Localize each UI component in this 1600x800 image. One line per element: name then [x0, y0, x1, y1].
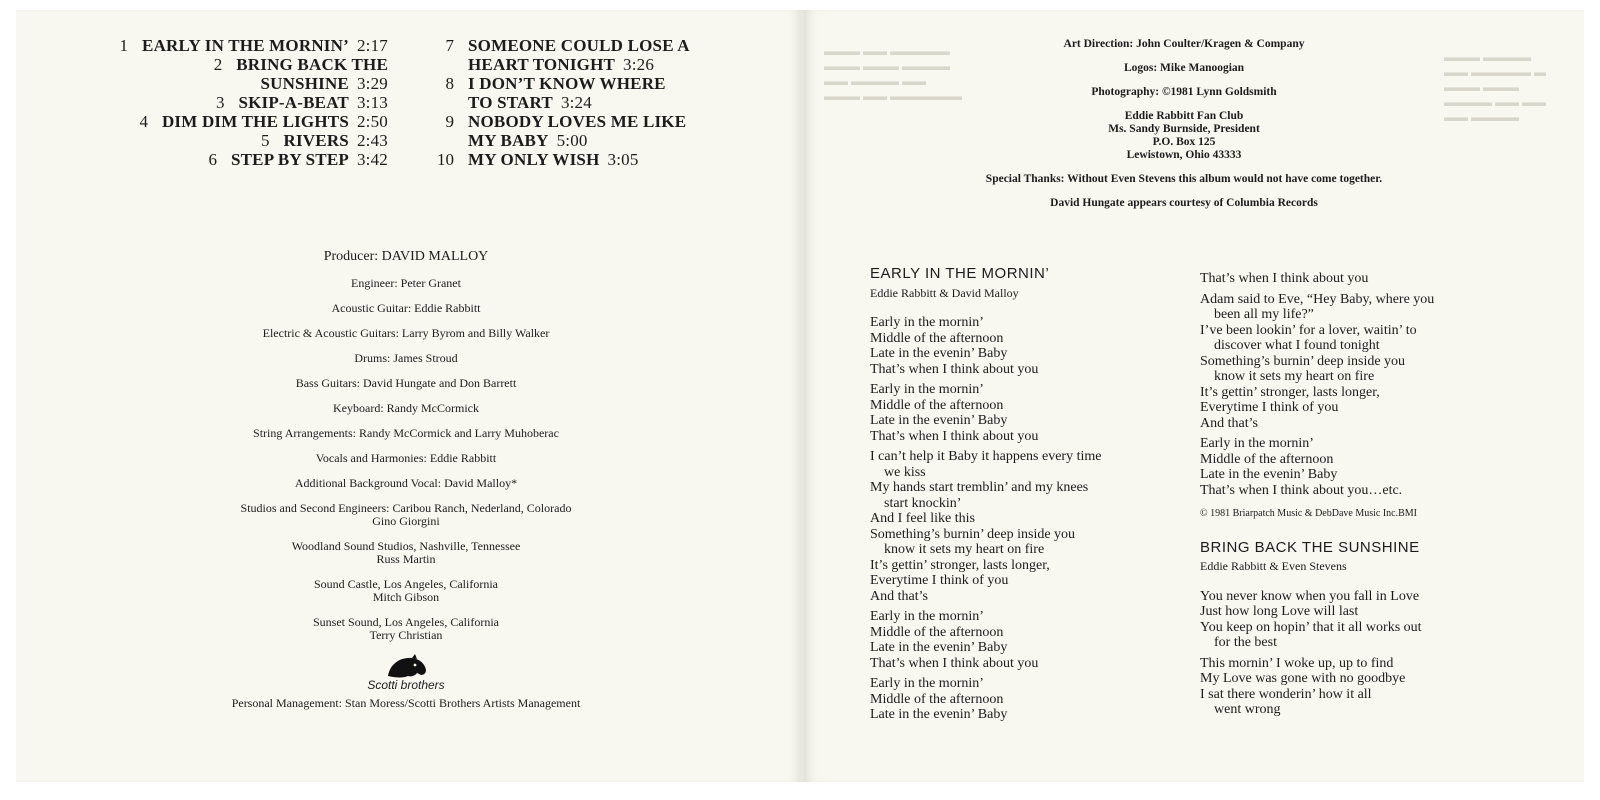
lyric-line: That’s when I think about you…etc. [1200, 482, 1403, 498]
track-duration: 2:50 [356, 112, 388, 131]
engineer-line: Russ Martin [376, 552, 436, 566]
engineer-line: Mitch Gibson [372, 590, 440, 604]
track-duration: 2:17 [356, 36, 388, 55]
track-title: TO START 3:24 [468, 93, 592, 112]
lyric-line: Middle of the afternoon [1200, 451, 1334, 467]
background-vocal-credit: Additional Background Vocal: David Malloy* [294, 476, 518, 490]
track-title: MY BABY 5:00 [468, 131, 588, 150]
photography-credit: Photography: ©1981 Lynn Goldsmith [1091, 86, 1277, 98]
track-item [16, 150, 388, 169]
lyric-line: You keep on hopin’ that it all works out [1200, 619, 1422, 635]
lyric-line: And I feel like this [870, 511, 975, 526]
song-title: BRING BACK THE SUNSHINE [1200, 538, 1420, 556]
electric-guitar-credit: Electric & Acoustic Guitars: Larry Byrom and Billy Walker [262, 326, 550, 340]
fan-club-name: Eddie Rabbitt Fan Club [1124, 110, 1244, 122]
lyric-line: Just how long Love will last [1200, 604, 1359, 619]
track-title: I DON’T KNOW WHERE [468, 74, 666, 93]
track-number: 3 [215, 93, 225, 112]
track-title: SOMEONE COULD LOSE A [468, 36, 690, 55]
lyric-stanza [870, 315, 1180, 377]
lyric-line: Late in the evenin’ Baby [870, 640, 1008, 655]
studio-credit-woodland [176, 540, 636, 566]
track-number: 2 [213, 55, 223, 74]
lyric-line: start knockin’ [884, 495, 962, 511]
lyric-line: Adam said to Eve, “Hey Baby, where you [1200, 291, 1435, 307]
management-credit: Personal Management: Stan Moress/Scotti Brothers Artists Management [231, 696, 581, 710]
lyric-line: Middle of the afternoon [870, 330, 1004, 346]
lyric-line: That’s when I think about you [870, 361, 1039, 377]
fan-club-box: P.O. Box 125 [1152, 136, 1216, 148]
track-list-left [16, 36, 388, 169]
lyric-line: Early in the mornin’ [870, 609, 984, 624]
lyric-line: That’s when I think about you [870, 428, 1039, 444]
lyric-line: Middle of the afternoon [870, 397, 1004, 413]
track-number: 6 [208, 150, 217, 169]
track-duration: 2:43 [356, 131, 388, 150]
song-title: EARLY IN THE MORNIN’ [870, 265, 1050, 282]
track-number: 8 [445, 74, 454, 93]
engineer-line: Gino Giorgini [372, 514, 440, 528]
lyric-line: discover what I found tonight [1214, 338, 1380, 353]
lyric-line: for the best [1214, 635, 1277, 650]
lyric-line: It’s gettin’ stronger, lasts longer, [870, 557, 1050, 573]
courtesy-note: David Hungate appears courtesy of Columbia Records [1050, 197, 1318, 209]
lyric-line: know it sets my heart on fire [1214, 369, 1375, 384]
track-item [424, 74, 754, 112]
track-duration: 3:29 [356, 74, 388, 93]
track-title-block [236, 55, 388, 93]
lyric-line: Early in the mornin’ [870, 315, 984, 330]
track-title: NOBODY LOVES ME LIKE [468, 112, 687, 131]
lyric-stanza [1200, 292, 1500, 432]
lyric-stanza [1200, 656, 1500, 718]
keyboard-credit: Keyboard: Randy McCormick [333, 401, 479, 415]
song-lyrics [1200, 589, 1500, 718]
lyric-line: I can’t help it Baby it happens every time [870, 449, 1102, 464]
lyrics-column-2 [1200, 271, 1500, 723]
art-direction-credit: Art Direction: John Coulter/Kragen & Company [1063, 38, 1305, 50]
lyric-line: Late in the evenin’ Baby [1200, 467, 1338, 482]
production-credits [176, 250, 636, 723]
lyric-line: And that’s [1200, 415, 1258, 431]
studio-credit-sound-castle [176, 578, 636, 604]
lyric-stanza [870, 676, 1180, 723]
track-title: SKIP-A-BEAT 3:13 [238, 93, 388, 112]
track-duration: 3:26 [623, 55, 655, 74]
lyric-line: went wrong [1214, 702, 1281, 717]
lyric-line: My hands start tremblin’ and my knees [870, 480, 1089, 495]
vocals-credit: Vocals and Harmonies: Eddie Rabbitt [315, 451, 497, 465]
lyric-line: Late in the evenin’ Baby [870, 413, 1008, 428]
lyric-line: Middle of the afternoon [870, 624, 1004, 640]
producer-credit: Producer: DAVID MALLOY [323, 249, 489, 264]
lyric-line: Everytime I think of you [1200, 400, 1339, 415]
lyric-stanza [1200, 589, 1500, 651]
track-number: 7 [445, 36, 454, 55]
track-title-block [468, 150, 639, 169]
song-author: Eddie Rabbitt & Even Stevens [1200, 559, 1347, 573]
fan-club-city: Lewistown, Ohio 43333 [1126, 149, 1242, 161]
track-duration: 3:24 [560, 93, 592, 112]
art-credits [904, 38, 1464, 221]
studio-credit-caribou [176, 502, 636, 528]
track-item [16, 93, 388, 112]
lyric-stanza [1200, 271, 1500, 287]
track-title: RIVERS 2:43 [283, 131, 388, 150]
track-number: 4 [139, 112, 148, 131]
track-duration: 3:05 [607, 150, 639, 169]
lyric-line: I’ve been lookin’ for a lover, waitin’ to [1200, 322, 1417, 338]
show-through-text: ▬▬▬ ▬▬ ▬▬▬▬▬ ▬▬▬ ▬▬▬ ▬▬▬▬ ▬▬ ▬▬▬▬ ▬▬ ▬▬▬ ▬▬ ▬▬▬▬▬▬ [824, 44, 962, 103]
track-item [16, 55, 388, 93]
track-title-block [142, 36, 388, 55]
track-item [16, 131, 388, 150]
lyric-line: It’s gettin’ stronger, lasts longer, [1200, 384, 1380, 400]
acoustic-guitar-credit: Acoustic Guitar: Eddie Rabbitt [331, 301, 481, 315]
copyright-notice: © 1981 Briarpatch Music & DebDave Music Inc.BMI [1200, 508, 1417, 519]
lyric-line: know it sets my heart on fire [884, 542, 1045, 557]
track-title-block [468, 74, 666, 112]
special-thanks: Special Thanks: Without Even Stevens this album would not have come together. [985, 173, 1383, 185]
lyric-line: This mornin’ I woke up, up to find [1200, 655, 1394, 671]
track-item [424, 112, 754, 150]
track-number: 10 [437, 150, 454, 169]
song-lyrics [870, 315, 1180, 723]
track-number: 5 [261, 131, 270, 150]
engineer-line: Terry Christian [369, 628, 443, 642]
lyric-line: And that’s [870, 588, 928, 604]
drums-credit: Drums: James Stroud [354, 351, 458, 365]
track-item [16, 36, 388, 55]
lyric-line: Early in the mornin’ [1200, 436, 1314, 451]
lyric-line: Something’s burnin’ deep inside you [1200, 353, 1406, 369]
lyric-line: Something’s burnin’ deep inside you [870, 526, 1076, 542]
studio-line: Sunset Sound, Los Angeles, California [313, 615, 499, 629]
song-author: Eddie Rabbitt & David Malloy [870, 285, 1019, 300]
lyric-stanza [870, 449, 1180, 604]
panther-head-icon [384, 654, 428, 680]
logos-credit: Logos: Mike Manoogian [1123, 62, 1245, 74]
track-title-block [162, 112, 388, 131]
lyric-line: That’s when I think about you [870, 655, 1039, 671]
track-title: SUNSHINE 3:29 [260, 74, 388, 93]
song-lyrics-continued [1200, 271, 1500, 498]
lyric-line: That’s when I think about you [1200, 271, 1369, 286]
track-title: HEART TONIGHT 3:26 [468, 55, 655, 74]
scotti-brothers-logo [176, 654, 636, 692]
lyric-line: Late in the evenin’ Baby [870, 707, 1008, 722]
left-page [16, 10, 802, 782]
lyric-stanza [870, 382, 1180, 444]
studio-line: Sound Castle, Los Angeles, California [314, 577, 498, 591]
show-through-text: ▬▬▬ ▬▬▬▬ ▬▬ ▬▬▬▬▬ ▬ ▬▬▬ ▬▬▬ ▬▬▬▬ ▬▬ ▬▬ ▬▬ ▬▬▬▬ [1444, 50, 1546, 124]
lyric-line: been all my life?” [1214, 307, 1314, 322]
track-title: DIM DIM THE LIGHTS 2:50 [161, 112, 388, 131]
lyric-line: we kiss [884, 464, 926, 480]
studio-line: Woodland Sound Studios, Nashville, Tennessee [291, 539, 521, 553]
track-item [424, 36, 754, 74]
track-title-block [231, 150, 388, 169]
track-title: BRING BACK THE [236, 55, 388, 74]
track-duration: 3:42 [356, 150, 388, 169]
track-title-block [468, 36, 690, 74]
track-title-block [468, 112, 686, 150]
logo-wordmark: Scotti brothers [367, 678, 445, 692]
lyric-stanza [870, 609, 1180, 671]
track-title-block [284, 131, 388, 150]
track-title-block [238, 93, 388, 112]
lyric-line: You never know when you fall in Love [1200, 588, 1420, 604]
lyric-line: Early in the mornin’ [870, 676, 984, 691]
lyric-line: My Love was gone with no goodbye [1200, 671, 1406, 686]
fan-club-address [904, 110, 1464, 162]
lyric-line: Early in the mornin’ [870, 382, 984, 397]
studio-credit-sunset [176, 616, 636, 642]
track-title: EARLY IN THE MORNIN’ 2:17 [142, 36, 388, 55]
right-page [804, 10, 1584, 782]
track-duration: 3:13 [356, 93, 388, 112]
track-duration: 5:00 [556, 131, 588, 150]
track-number: 9 [445, 112, 454, 131]
track-item [16, 112, 388, 131]
fan-club-president: Ms. Sandy Burnside, President [1108, 123, 1260, 135]
lyric-line: Late in the evenin’ Baby [870, 346, 1008, 361]
bass-credit: Bass Guitars: David Hungate and Don Barrett [295, 376, 517, 390]
studio-line: Studios and Second Engineers: Caribou Ranch, Nederland, Colorado [240, 501, 572, 515]
strings-credit: String Arrangements: Randy McCormick and Larry Muhoberac [253, 426, 559, 440]
track-list-right [424, 36, 754, 169]
lyric-line: Everytime I think of you [870, 573, 1009, 588]
track-item [424, 150, 754, 169]
track-title: STEP BY STEP 3:42 [230, 150, 388, 169]
engineer-credit: Engineer: Peter Granet [351, 276, 461, 290]
lyrics-column-1 [870, 266, 1180, 728]
track-title: MY ONLY WISH 3:05 [468, 150, 639, 169]
lyric-line: Middle of the afternoon [870, 691, 1004, 707]
lyric-stanza [1200, 436, 1500, 498]
lyric-line: I sat there wonderin’ how it all [1200, 686, 1372, 702]
track-number: 1 [119, 36, 129, 55]
